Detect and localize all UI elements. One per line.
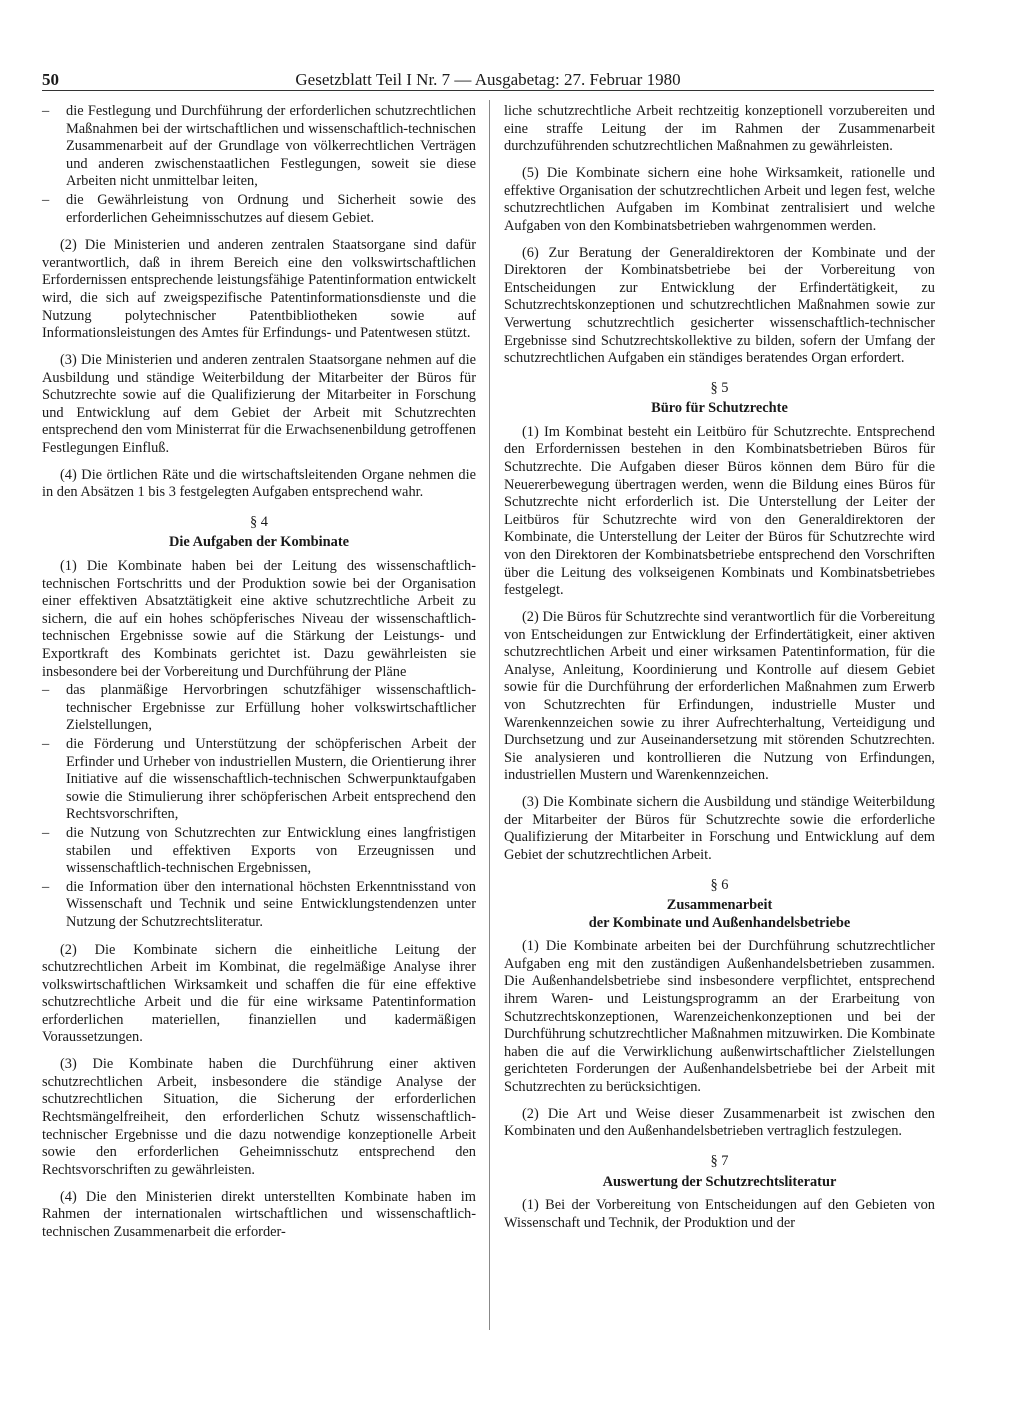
section-7-title: Auswertung der Schutzrechtsliteratur xyxy=(602,1173,837,1190)
dash-bullet-icon: – xyxy=(42,878,50,895)
list-item-text: die Information über den international höchsten Erkenntnisstand von Wissenschaft und Technik und seine Entwicklungstendenzen unter Nutzung der Schutzrechtsliteratur. xyxy=(66,878,476,930)
list-item-text: die Förderung und Unterstützung der schöpferischen Arbeit der Erfinder und Urheber von industriellen Mustern, die Orientierung ihrer Initiative auf die wissenschaftlich-technischen Schwerpunktaufgaben sowie die Stimulierung ihrer schöpferischen Arbeit entsprechend den Rechtsvorschriften, xyxy=(66,735,476,823)
dash-bullet-icon: – xyxy=(42,824,50,841)
page-number: 50 xyxy=(42,70,59,89)
header-title: Gesetzblatt Teil I Nr. 7 — Ausgabetag: 27. Februar 1980 xyxy=(295,70,681,89)
section-4-title: Die Aufgaben der Kombinate xyxy=(168,534,350,551)
paragraph-s3-2: (2) Die Ministerien und anderen zentralen Staatsorgane sind dafür verantwortlich, daß in ihrem Bereich eine den volkswirtschaftlichen Erfordernissen entsprechende leistungsfähige Patentinformation entwickelt wird, die sich auf zweigspezifische Patentinformationsdienste und die Nutzung polytechnischer Patentbibliotheken sowie auf Informationsleistungen des Amtes für Erfindungs- und Patentwesen stützt. xyxy=(42,237,476,342)
spacer xyxy=(42,228,476,237)
page-header xyxy=(42,70,934,91)
paragraph-s4-5: (5) Die Kombinate sichern eine hohe Wirksamkeit, rationelle und effektive Organisation der schutzrechtlichen Arbeit und legen fest, welche schutzrechtlichen Aufgaben im Kombinat zentralisiert und welche Aufgaben von den Kombinatsbetrieben wahrgenommen werden. xyxy=(504,164,935,234)
paragraph-s7-1: (1) Bei der Vorbereitung von Entscheidungen auf den Gebieten von Wissenschaft und Technik, der Produktion und der xyxy=(504,1197,935,1231)
section-5-number: § 5 xyxy=(710,379,729,396)
spacer xyxy=(42,933,476,942)
paragraph-s4-6: (6) Zur Beratung der Generaldirektoren der Kombinate und der Direktoren der Kombinatsbetriebe bei der Vorbereitung von Entscheidungen zur Entwicklung der Erfindertätigkeit, zu Schutzrechtskonzeptionen und schutzrechtlichen Maßnahmen sowie zur Verwertung schutzrechtlich gesicherter wissenschaftlich-technischer Ergebnisse sind Schutzrechtskollektive zu bilden, sofern der Umfang der schutzrechtlichen Aufgaben ein ständiges beratendes Organ erfordert. xyxy=(504,244,935,367)
dash-bullet-icon: – xyxy=(42,735,50,752)
list-item xyxy=(42,103,476,191)
list-item-text: das planmäßige Hervorbringen schutzfähiger wissenschaftlich-technischer Ergebnisse zur Erfüllung hoher volkswirtschaftlicher Zielstellungen, xyxy=(66,682,476,734)
list-item xyxy=(42,682,476,735)
paragraph-s6-1: (1) Die Kombinate arbeiten bei der Durchführung schutzrechtlicher Aufgaben eng mit den zuständigen Außenhandelsbetrieben zusammen. Die Außenhandelsbetriebe sind insbesondere verpflichtet, entsprechend ihrem Waren- und Leistungsprogramm an der Erarbeitung von Schutzrechtskonzeptionen, Warenzeichenkonzeptionen und bei der Durchführung schutzrechtlicher Maßnahmen mitzuwirken. Die Kombinate haben die auf die Verwirklichung außenwirtschaftlicher Zielstellungen gerichteten Forderungen der Außenhandelsbetriebe bei der Arbeit mit Schutzrechten zu berücksichtigen. xyxy=(504,938,935,1096)
list-item-text: die Festlegung und Durchführung der erforderlichen schutzrechtlichen Maßnahmen bei der wirtschaftlichen und wissenschaftlich-technischen Zusammenarbeit auf der Grundlage von völkerrechtlichen Verträgen und anderen zwischenstaatlichen Festlegungen, soweit sie diese Arbeiten nicht unmittelbar leiten, xyxy=(66,103,476,190)
list-item xyxy=(42,879,476,932)
column-divider xyxy=(489,100,490,1330)
section-4-number: § 4 xyxy=(250,513,268,530)
list-item-text: die Nutzung von Schutzrechten zur Entwicklung eines langfristigen stabilen und effektiven Exports von Erzeugnissen und wissenschaftlich-technischen Ergebnissen, xyxy=(66,824,476,877)
paragraph-s4-4-continued: liche schutzrechtliche Arbeit rechtzeitig konzeptionell vorzubereiten und eine straffe Leitung der im Rahmen der Zusammenarbeit durchzuführenden schutzrechtlichen Maßnahmen zu gewährleisten. xyxy=(504,103,935,155)
section-6-title-line-2: der Kombinate und Außenhandelsbetriebe xyxy=(588,914,851,931)
right-column xyxy=(504,103,935,1242)
list-item xyxy=(42,192,476,227)
paragraph-s4-1: (1) Die Kombinate haben bei der Leitung des wissenschaftlich-technischen Fortschritts und der Produktion sowie bei der Organisation einer effektiven Absatztätigkeit eine aktive schutzrechtliche Arbeit zu sichern, die auf ein hohes schöpferisches Niveau der wissenschaftlich-technischen Ergebnisse sowie auf die Stärkung der Leistungs- und Exportkraft des Kombinats gerichtet ist. Dazu gewährleisten sie insbesondere bei der Vorbereitung und Durchführung der Pläne xyxy=(42,558,476,680)
section-6-number: § 6 xyxy=(710,876,729,893)
section-5-title: Büro für Schutzrechte xyxy=(651,400,788,417)
left-column xyxy=(42,103,476,1251)
paragraph-s4-4-start: (4) Die den Ministerien direkt unterstellten Kombinate haben im Rahmen der internationalen wirtschaftlichen und wissenschaftlich-technischen Zusammenarbeit die erforder- xyxy=(42,1188,476,1240)
list-item-text: die Gewährleistung von Ordnung und Sicherheit sowie des erforderlichen Geheimnisschutzes auf diesem Gebiet. xyxy=(66,191,476,226)
paragraph-s5-2: (2) Die Büros für Schutzrechte sind verantwortlich für die Vorbereitung von Entscheidungen zur Entwicklung der Erfindertätigkeit, einer aktiven schutzrechtlichen Arbeit und einer wirksamen Patentinformation, für die Analyse, Anleitung, Koordinierung und Kontrolle auf diesem Gebiet sowie für die Durchführung der erforderlichen Maßnahmen zum Erwerb von Schutzrechten für Erfindungen, industrielle Muster und Warenkennzeichen sowie zu ihrer Aufrechterhaltung, Verteidigung und Durchsetzung und zur Auseinandersetzung mit störenden Schutzrechten. Sie analysieren und kontrollieren die Nutzung von Erfindungen, industriellen Mustern und Warenkennzeichen. xyxy=(504,609,935,784)
list-item xyxy=(42,825,476,878)
dash-bullet-icon: – xyxy=(42,682,50,699)
paragraph-s4-2: (2) Die Kombinate sichern die einheitliche Leitung der schutzrechtlichen Arbeit im Kombinat, die regelmäßige Analyse ihrer volkswirtschaftlichen Wirksamkeit und schaffen die für eine effektive schutzrechtliche Arbeit und die für eine wirksame Patentinformation erforderlichen materiellen, finanziellen und kadermäßigen Voraussetzungen. xyxy=(42,941,476,1046)
paragraph-s5-3: (3) Die Kombinate sichern die Ausbildung und ständige Weiterbildung der Mitarbeiter der Büros für Schutzrechte sowie die erforderliche Qualifizierung der Mitarbeiter in Forschung und Entwicklung auf dem Gebiet der schutzrechtlichen Arbeit. xyxy=(504,794,935,863)
paragraph-s3-3: (3) Die Ministerien und anderen zentralen Staatsorgane nehmen auf die Ausbildung und ständige Weiterbildung der Mitarbeiter der Büros für Schutzrechte sowie auf die Qualifizierung der Mitarbeiter in Forschung und Entwicklung auf dem Gebiet der Arbeit mit Schutzrechten entsprechend den vom Ministerrat für die Erwachsenenbildung getroffenen Festlegungen Einfluß. xyxy=(42,351,476,456)
paragraph-s6-2: (2) Die Art und Weise dieser Zusammenarbeit ist zwischen den Kombinaten und den Außenhandelsbetrieben vertraglich festzulegen. xyxy=(504,1105,935,1140)
paragraph-s4-3: (3) Die Kombinate haben die Durchführung einer aktiven schutzrechtlichen Arbeit, insbesondere die ständige Analyse der schutzrechtlichen Situation, die Sicherung der erforderlichen Rechtsmängelfreiheit, den erforderlichen Schutz wissenschaftlich-technischer Ergebnisse und die dazu notwendige konzeptionelle Arbeit sowie den erforderlichen Geheimnisschutz entsprechend den Rechtsvorschriften zu gewährleisten. xyxy=(42,1056,476,1178)
section-7-number: § 7 xyxy=(710,1153,729,1169)
paragraph-s3-4: (4) Die örtlichen Räte und die wirtschaftsleitenden Organe nehmen die in den Absätzen 1 bis 3 festgelegten Aufgaben entsprechend wahr. xyxy=(42,466,476,501)
list-item xyxy=(42,736,476,824)
paragraph-s5-1: (1) Im Kombinat besteht ein Leitbüro für Schutzrechte. Entsprechend den Erfordernissen bestehen in den Kombinatsbetrieben Büros für Schutzrechte. Die Aufgaben dieser Büros können dem Büro für die Neuererbewegung übertragen werden, wenn die Bildung eines Büros für Schutzrechte nicht erforderlich ist. Die Unterstellung der Leiter der Leitbüros für Schutzrechte wird von den Generaldirektoren der Kombinate, die Unterstellung der Leiter der Büros für Schutzrechte wird von den Direktoren der Kombinatsbetriebe entsprechend den Vorschriften über die Leitung des volkseigenen Kombinats und Kombinatsbetriebes festgelegt. xyxy=(504,423,935,599)
dash-bullet-icon: – xyxy=(42,191,50,208)
dash-bullet-icon: – xyxy=(42,103,50,119)
section-6-title-line-1: Zusammenarbeit xyxy=(666,897,773,914)
